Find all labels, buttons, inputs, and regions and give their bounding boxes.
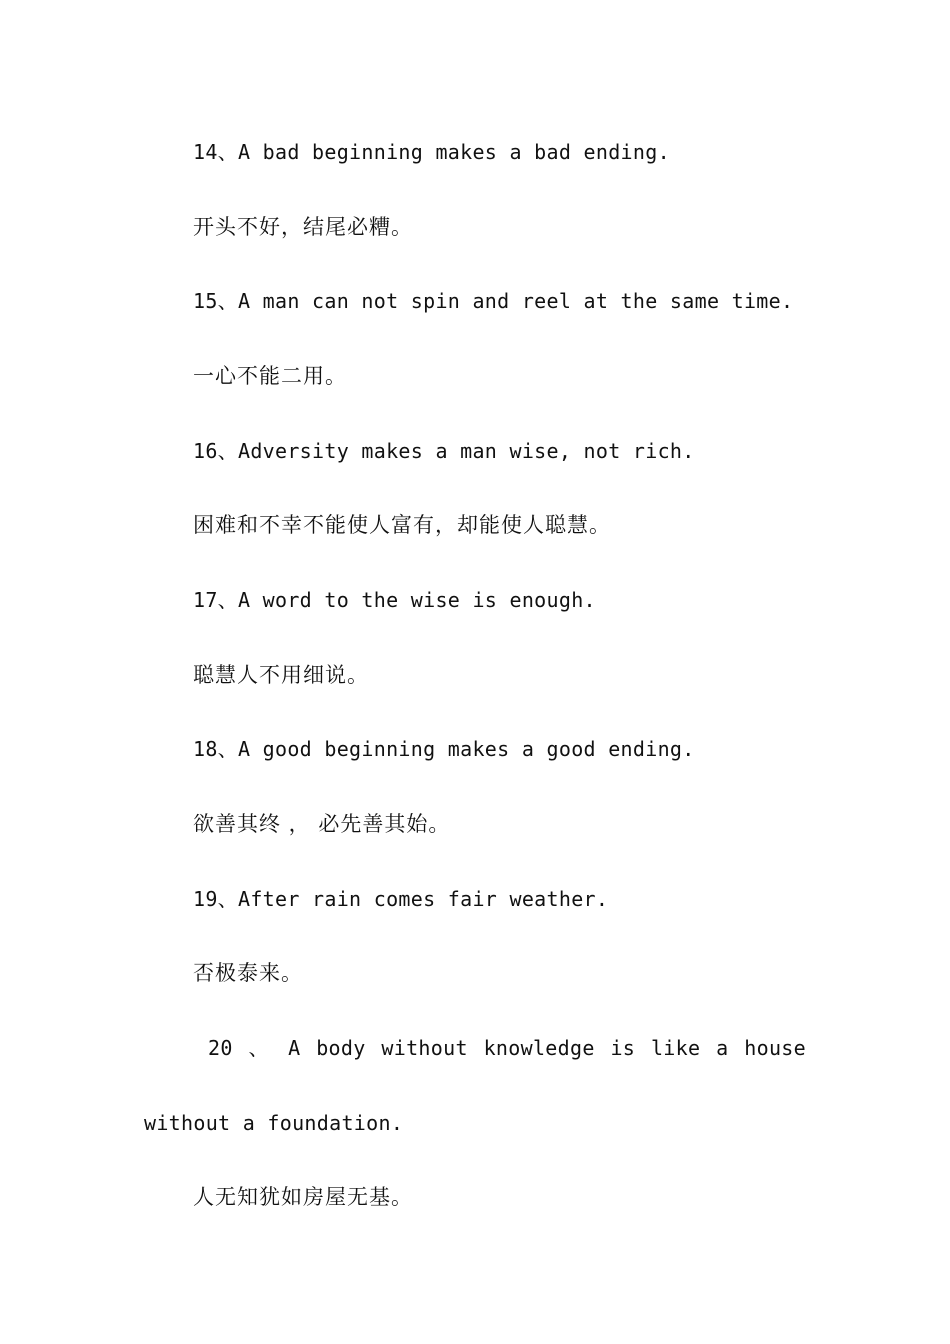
proverb-20-english-line-1: 20 、 A body without knowledge is like a house xyxy=(208,1036,806,1060)
proverb-14-english: 14、A bad beginning makes a bad ending. xyxy=(193,140,670,164)
proverb-15-chinese: 一心不能二用。 xyxy=(193,364,347,388)
proverb-17-chinese: 聪慧人不用细说。 xyxy=(193,663,369,687)
proverb-16-english: 16、Adversity makes a man wise, not rich. xyxy=(193,439,695,463)
proverb-20-chinese: 人无知犹如房屋无基。 xyxy=(193,1185,413,1209)
proverb-18-chinese: 欲善其终 ， 必先善其始。 xyxy=(193,812,451,836)
proverb-14-chinese: 开头不好，结尾必糟。 xyxy=(193,215,413,239)
proverb-15-english: 15、A man can not spin and reel at the same time. xyxy=(193,289,794,313)
proverb-16-chinese: 困难和不幸不能使人富有，却能使人聪慧。 xyxy=(193,513,611,537)
proverb-17-english: 17、A word to the wise is enough. xyxy=(193,588,596,612)
proverb-18-english: 18、A good beginning makes a good ending. xyxy=(193,737,695,761)
proverb-20-english-line-2: without a foundation. xyxy=(144,1111,404,1135)
proverb-19-english: 19、After rain comes fair weather. xyxy=(193,887,609,911)
proverb-19-chinese: 否极泰来。 xyxy=(193,961,303,985)
